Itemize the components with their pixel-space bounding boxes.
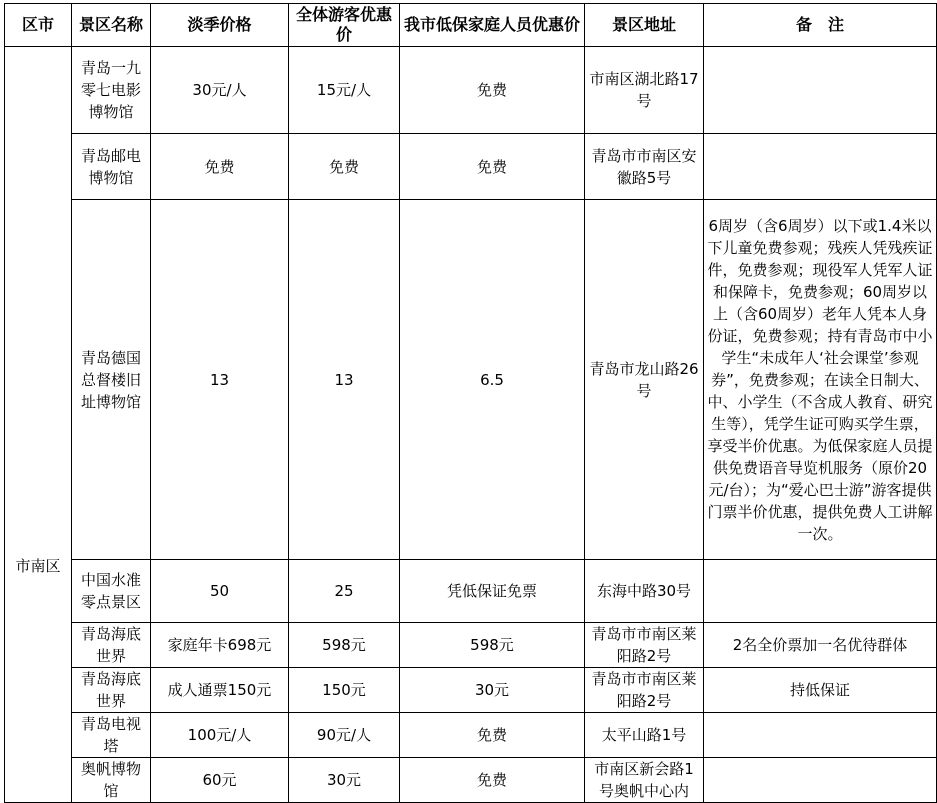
note	[704, 47, 937, 134]
tourist-price: 免费	[289, 134, 400, 200]
header-offseason-price: 淡季价格	[151, 4, 289, 47]
header-note: 备 注	[704, 4, 937, 47]
table-row	[5, 560, 937, 623]
scenic-address: 太平山路1号	[585, 713, 704, 758]
offseason-price: 成人通票150元	[151, 668, 289, 713]
scenic-name: 青岛德国总督楼旧址博物馆	[72, 200, 151, 560]
offseason-price: 60元	[151, 758, 289, 803]
table-row	[5, 134, 937, 200]
note: 2名全价票加一名优待群体	[704, 623, 937, 668]
scenic-address: 青岛市市南区安徽路5号	[585, 134, 704, 200]
offseason-price: 13	[151, 200, 289, 560]
scenic-address: 青岛市龙山路26号	[585, 200, 704, 560]
tourist-price: 30元	[289, 758, 400, 803]
lowincome-price: 免费	[400, 134, 585, 200]
scenic-address: 东海中路30号	[585, 560, 704, 623]
district-cell: 市南区	[5, 47, 72, 803]
header-lowincome-discount: 我市低保家庭人员优惠价	[400, 4, 585, 47]
scenic-address: 市南区湖北路17号	[585, 47, 704, 134]
offseason-price: 免费	[151, 134, 289, 200]
table-row	[5, 758, 937, 803]
scenic-address: 青岛市市南区莱阳路2号	[585, 623, 704, 668]
note: 6周岁（含6周岁）以下或1.4米以下儿童免费参观；残疾人凭残疾证件，免费参观；现役军人凭军人证和保障卡，免费参观；60周岁以上（含60周岁）老年人凭本人身份证，免费参观；持有青岛市中小学生“未成年人‘社会课堂’参观券”，免费参观；在读全日制大、中、小学生（不含成人教育、研究生等），凭学生证可购买学生票，享受半价优惠。为低保家庭人员提供免费语音导览机服务（原价20元/台）；为“爱心巴士游”游客提供门票半价优惠，提供免费人工讲解一次。	[704, 200, 937, 560]
note	[704, 134, 937, 200]
header-district: 区市	[5, 4, 72, 47]
scenic-address: 青岛市市南区莱阳路2号	[585, 668, 704, 713]
header-row	[5, 4, 937, 47]
table-row	[5, 47, 937, 134]
tourist-price: 150元	[289, 668, 400, 713]
table-row	[5, 668, 937, 713]
lowincome-price: 免费	[400, 758, 585, 803]
note	[704, 713, 937, 758]
scenic-price-table	[4, 3, 937, 803]
scenic-name: 奥帆博物馆	[72, 758, 151, 803]
offseason-price: 家庭年卡698元	[151, 623, 289, 668]
table-row	[5, 713, 937, 758]
note: 持低保证	[704, 668, 937, 713]
lowincome-price: 免费	[400, 713, 585, 758]
scenic-name: 青岛一九零七电影博物馆	[72, 47, 151, 134]
tourist-price: 90元/人	[289, 713, 400, 758]
scenic-name: 青岛海底世界	[72, 623, 151, 668]
lowincome-price: 598元	[400, 623, 585, 668]
tourist-price: 15元/人	[289, 47, 400, 134]
lowincome-price: 30元	[400, 668, 585, 713]
scenic-name: 青岛海底世界	[72, 668, 151, 713]
table-row	[5, 200, 937, 560]
tourist-price: 25	[289, 560, 400, 623]
note	[704, 758, 937, 803]
scenic-name: 青岛电视塔	[72, 713, 151, 758]
header-name: 景区名称	[72, 4, 151, 47]
lowincome-price: 6.5	[400, 200, 585, 560]
offseason-price: 50	[151, 560, 289, 623]
scenic-name: 青岛邮电博物馆	[72, 134, 151, 200]
scenic-address: 市南区新会路1号奥帆中心内	[585, 758, 704, 803]
scenic-name: 中国水准零点景区	[72, 560, 151, 623]
lowincome-price: 免费	[400, 47, 585, 134]
tourist-price: 13	[289, 200, 400, 560]
tourist-price: 598元	[289, 623, 400, 668]
header-tourist-discount: 全体游客优惠价	[289, 4, 400, 47]
offseason-price: 30元/人	[151, 47, 289, 134]
offseason-price: 100元/人	[151, 713, 289, 758]
table-row	[5, 623, 937, 668]
note	[704, 560, 937, 623]
header-address: 景区地址	[585, 4, 704, 47]
lowincome-price: 凭低保证免票	[400, 560, 585, 623]
